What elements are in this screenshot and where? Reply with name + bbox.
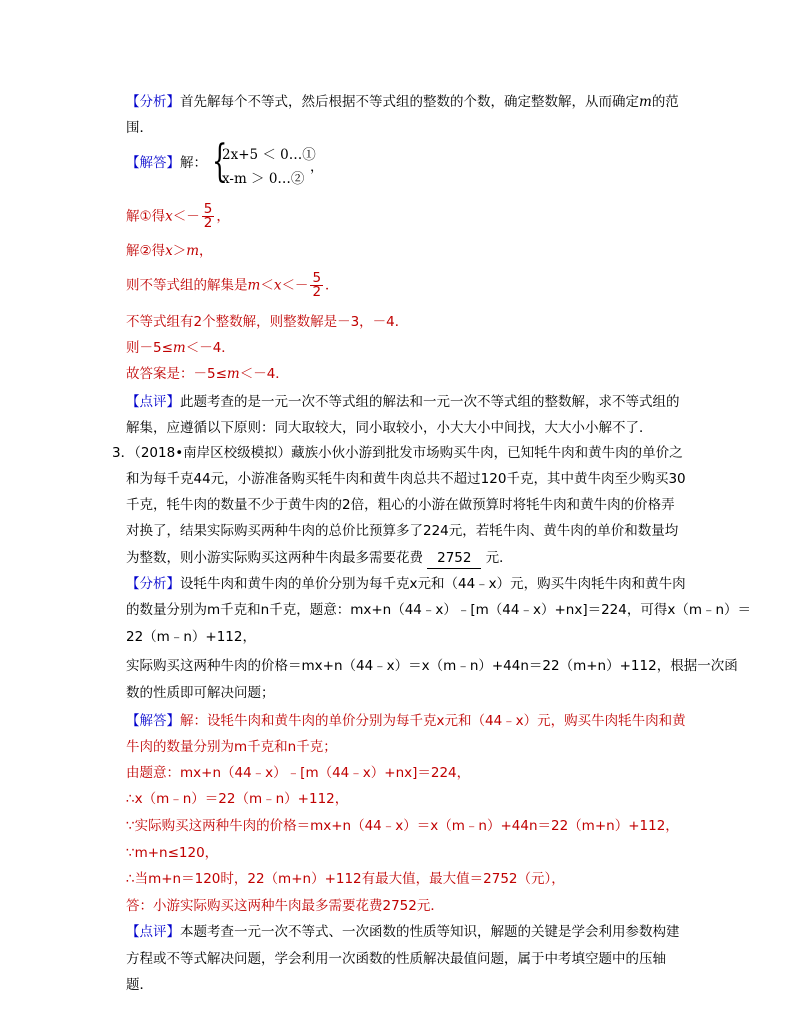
question-3-line-2: 和为每千克44元，小游准备购买牦牛肉和黄牛肉总共不超过120千克，其中黄牛肉至少购买30 [126,471,686,487]
comment-3-line-1: 【点评】本题考查一元一次不等式、一次函数的性质等知识，解题的关键是学会利用参数构建 [126,924,680,940]
system-row-1: 2x+5 ＜ 0…① [222,147,316,163]
comment-tag: 【点评】 [126,924,180,940]
fraction-five-halves: $\frac{5}{2}$ [312,270,322,300]
analysis-3-line-4: 实际购买这两种牛肉的价格＝mx+n（44﹣x）＝x（m﹣n）+44n＝22（m+n）+112，根据一次函 [126,658,738,674]
question-3-line-4: 对换了，结果实际购买两种牛肉的总价比预算多了224元，若牦牛肉、黄牛肉的单价和数量均 [126,523,679,539]
solution-3-answer: 答：小游实际购买这两种牛肉最多需要花费2752元． [126,898,444,914]
analysis-3-line-3: 22（m﹣n）+112， [126,629,256,645]
analysis-3-line-5: 数的性质即可解决问题； [126,685,275,701]
comment-line-2: 解集，应遵循以下原则：同大取较大，同小取较小，小大大小中间找，大大小小解不了． [126,420,653,436]
solution-3-line-3: 由题意：mx+n（44﹣x）﹣[m（44﹣x）+nx]＝224， [126,765,471,781]
analysis-line-2: 围． [126,120,153,136]
fraction-five-halves: $\frac{5}{2}$ [203,201,213,231]
comment-3-line-2: 方程或不等式解决问题，学会利用一次函数的性质解决最值问题，属于中考填空题中的压轴 [126,951,666,967]
analysis-tag: 【分析】 [126,94,180,110]
solution-3-line-2: 牛肉的数量分别为m千克和n千克； [126,739,337,755]
solution-3-line-6: ∵m+n≤120， [126,845,219,861]
system-comma: ， [310,159,324,175]
solution-step-4: 不等式组有2个整数解，则整数解是－3，－4． [126,314,409,330]
question-3-line-1: 3．（2018•南岸区校级模拟）藏族小伙小游到批发市场购买牛肉，已知牦牛肉和黄牛肉的单价之 [112,445,683,461]
question-number: 3． [112,445,135,461]
solution-header: 【解答】解： [126,155,207,171]
solution-step-1: 解①得x＜－ $\frac{5}{2}$ ， [126,201,230,231]
solution-3-line-4: ∴x（m﹣n）＝22（m﹣n）+112， [126,791,349,807]
solution-3-line-7: ∴当m+n＝120时，22（m+n）+112有最大值，最大值＝2752（元）， [126,871,565,887]
solution-3-line-1: 【解答】解：设牦牛肉和黄牛肉的单价分别为每千克x元和（44﹣x）元，购买牛肉牦牛肉和黄 [126,713,686,729]
analysis-3-line-1: 【分析】设牦牛肉和黄牛肉的单价分别为每千克x元和（44﹣x）元，购买牛肉牦牛肉和黄牛肉 [126,576,686,592]
question-3-line-5: 为整数，则小游实际购买这两种牛肉最多需要花费 2752 元． [126,548,513,569]
analysis-line-1: 【分析】首先解每个不等式，然后根据不等式组的整数的个数，确定整数解，从而确定m的范 [126,94,679,110]
analysis-3-line-2: 的数量分别为m千克和n千克，题意：mx+n（44﹣x）﹣[m（44﹣x）+nx]＝224，可得x（m﹣n）＝ [126,602,752,618]
system-brace: { [212,136,228,187]
solution-tag: 【解答】 [126,713,180,729]
solution-step-2: 解②得x＞m， [126,243,213,259]
comment-3-line-3: 题． [126,977,153,993]
solution-step-5: 则－5≤m＜－4． [126,340,235,356]
question-3-line-3: 千克，牦牛肉的数量不少于黄牛肉的2倍，粗心的小游在做预算时将牦牛肉和黄牛肉的价格弄 [126,497,675,513]
analysis-tag: 【分析】 [126,576,180,592]
system-row-2: x-m ＞ 0…② [222,171,305,187]
answer-blank: 2752 [427,548,481,569]
solution-tag: 【解答】 [126,155,180,171]
solution-step-3: 则不等式组的解集是m＜x＜－ $\frac{5}{2}$ ． [126,270,339,300]
comment-tag: 【点评】 [126,394,180,410]
solution-answer: 故答案是：－5≤m＜－4． [126,366,289,382]
solution-3-line-5: ∵实际购买这两种牛肉的价格＝mx+n（44﹣x）＝x（m﹣n）+44n＝22（m+n）+112， [126,818,679,834]
comment-line-1: 【点评】此题考查的是一元一次不等式组的解法和一元一次不等式组的整数解，求不等式组的 [126,394,680,410]
